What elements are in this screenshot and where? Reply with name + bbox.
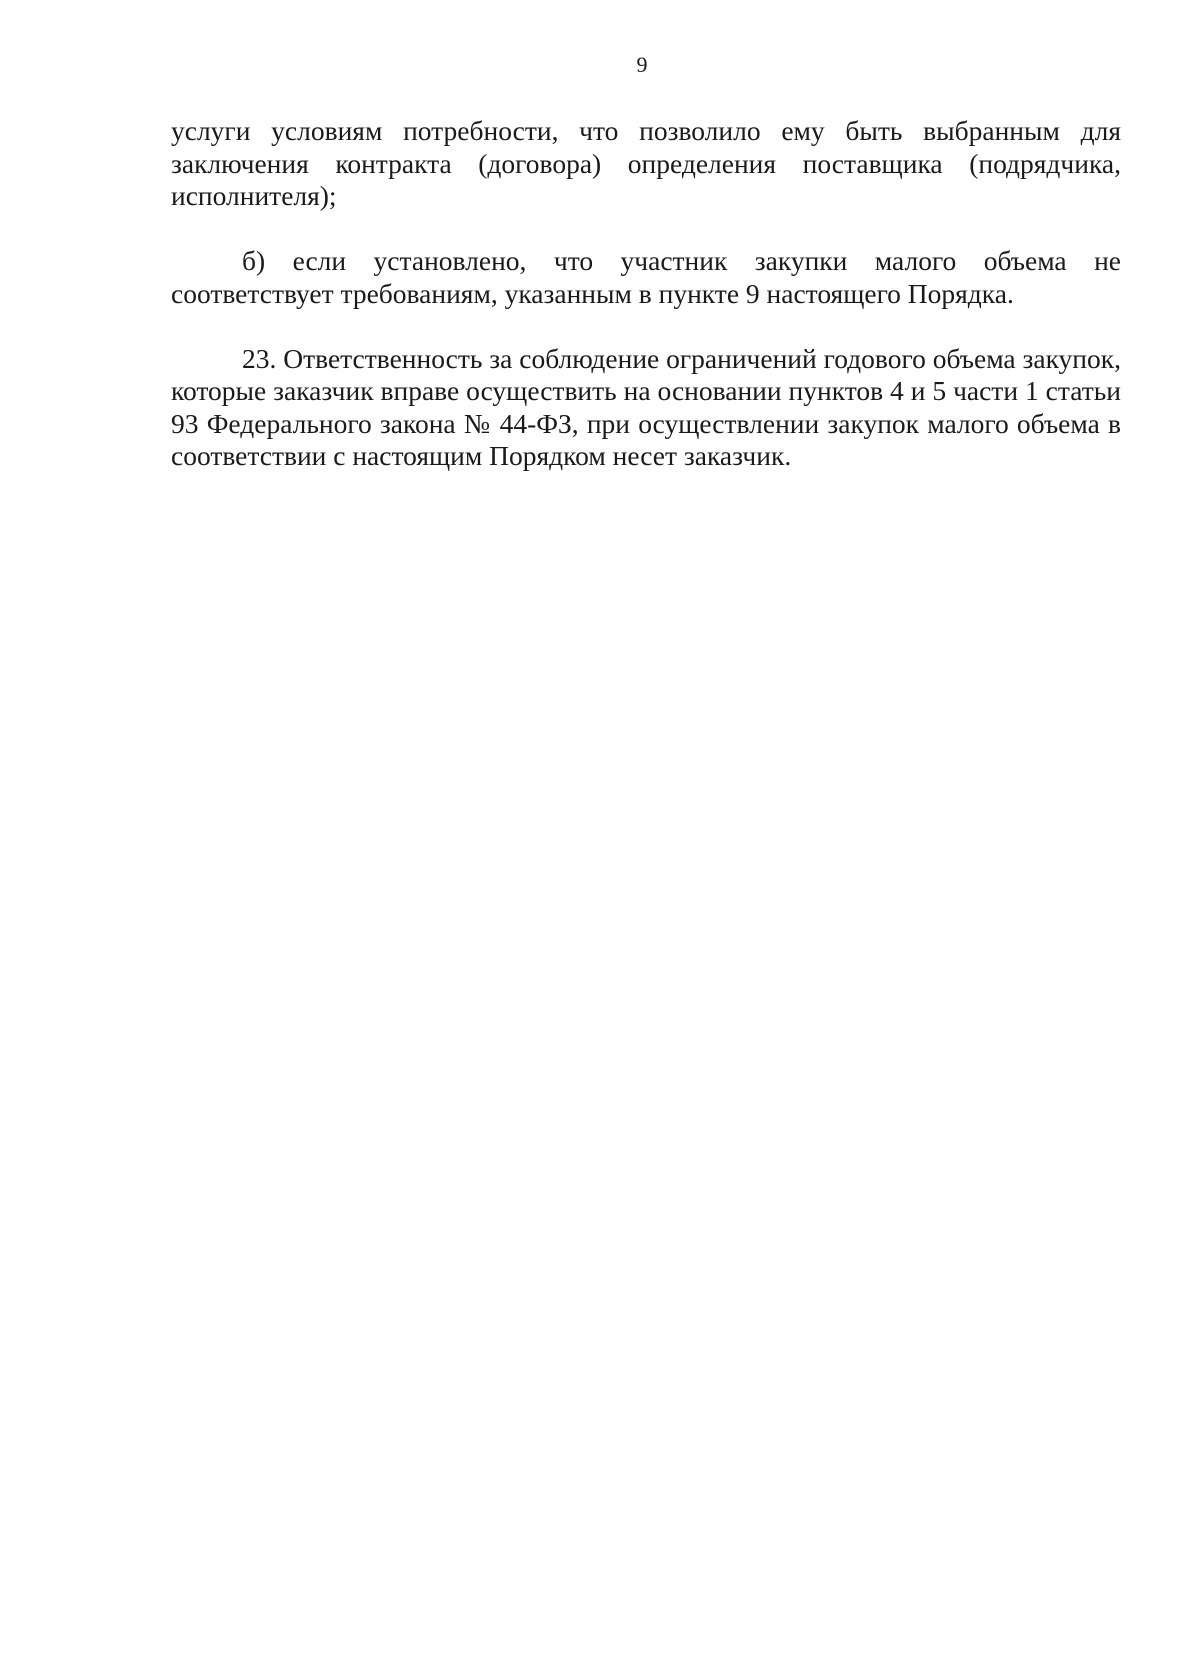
paragraph-continuation: услуги условиям потребности, что позволило ему быть выбранным для заключения контракта (договора) определения поставщика (подрядчика, исполнителя); <box>171 115 1121 211</box>
document-body <box>171 115 1121 505</box>
paragraph-subitem-b: б) если установлено, что участник закупки малого объема не соответствует требованиям, указанным в пункте 9 настоящего Порядка. <box>171 245 1121 309</box>
paragraph-item-23: 23. Ответственность за соблюдение ограничений годового объема закупок, которые заказчик вправе осуществить на основании пунктов 4 и 5 части 1 статьи 93 Федерального закона № 44-ФЗ, при осуществлении закупок малого объема в соответствии с настоящим Порядком несет заказчик. <box>171 342 1121 471</box>
page-number: 9 <box>636 52 648 77</box>
